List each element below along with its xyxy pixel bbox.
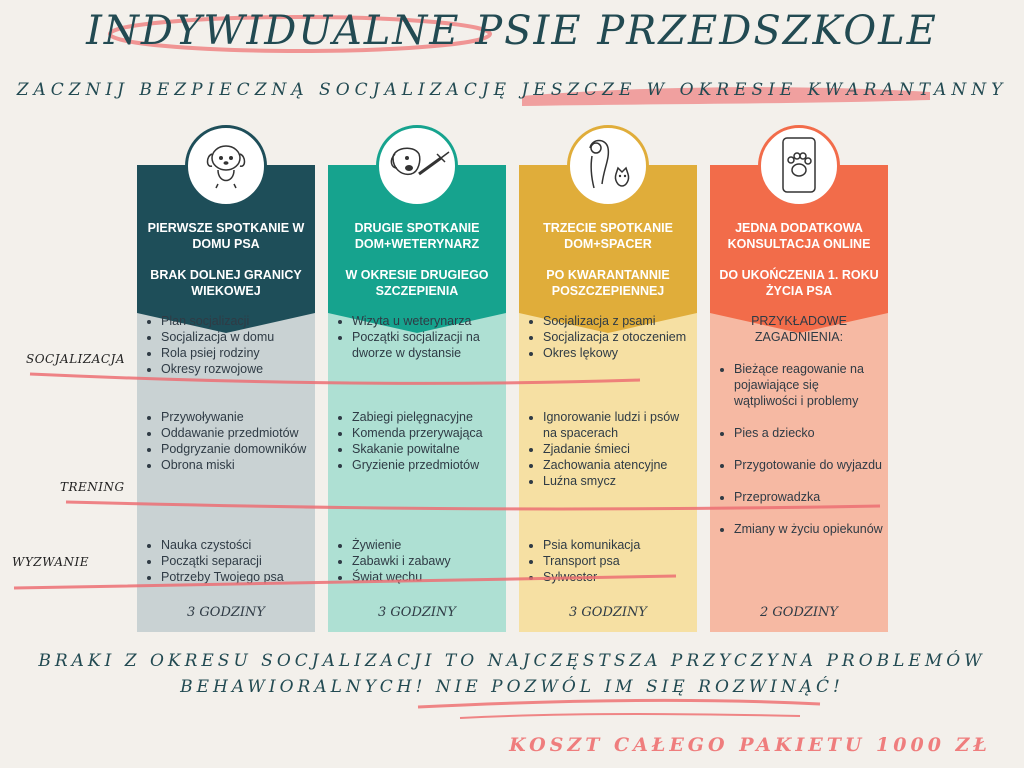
- bottom-message-line-1: BRAKI Z OKRESU SOCJALIZACJI TO NAJCZĘSTSZA PRZYCZYNA PROBLEMÓW: [38, 651, 986, 671]
- list-item: • Rola psiej rodziny: [161, 345, 311, 361]
- list-item: • Zachowania atencyjne: [543, 457, 693, 473]
- vaccine-dog-icon: [376, 125, 458, 207]
- list-item: • Luźna smycz: [543, 473, 693, 489]
- list-item: • Podgryzanie domowników: [161, 441, 311, 457]
- card-subheading: DO UKOŃCZENIA 1. ROKU ŻYCIA PSA: [719, 268, 879, 298]
- bottom-underline-1: [418, 700, 820, 707]
- card-third-meeting: [519, 165, 697, 632]
- list-item: • Potrzeby Twojego psa: [161, 569, 311, 585]
- page-subtitle: ZACZNIJ BEZPIECZNĄ SOCJALIZACJĘ JESZCZE W OKRESIE KWARANTANNY: [16, 80, 1008, 100]
- list-socialization: [143, 313, 311, 377]
- list-item: • Zabiegi pielęgnacyjne: [352, 409, 502, 425]
- puppy-icon: [185, 125, 267, 207]
- list-challenge: [334, 537, 502, 585]
- list-item: • Przywoływanie: [161, 409, 311, 425]
- list-item: • Transport psa: [543, 553, 693, 569]
- hours-label: 3 GODZINY: [378, 605, 456, 620]
- card-second-meeting: [328, 165, 506, 632]
- row-label-training: TRENING: [60, 480, 125, 494]
- list-item: • Żywienie: [352, 537, 502, 553]
- list-item: • Pies a dziecko: [734, 425, 884, 441]
- card-heading: PIERWSZE SPOTKANIE W DOMU PSA: [147, 221, 305, 251]
- list-item: • Sylwester: [543, 569, 693, 585]
- list-item: • Przygotowanie do wyjazdu: [734, 457, 884, 473]
- list-item: • Gryzienie przedmiotów: [352, 457, 502, 473]
- list-item: • Socjalizacja z otoczeniem: [543, 329, 693, 345]
- list-item: • Okresy rozwojowe: [161, 361, 311, 377]
- list-item: • Plan socjalizacji: [161, 313, 311, 329]
- list-item: • Świat węchu: [352, 569, 502, 585]
- list-socialization: [525, 313, 693, 361]
- phone-paw-icon: [758, 125, 840, 207]
- row-label-challenge: WYZWANIE: [12, 555, 89, 569]
- list-item: • Obrona miski: [161, 457, 311, 473]
- list-item: • Komenda przerywająca: [352, 425, 502, 441]
- topics-intro: PRZYKŁADOWE ZAGADNIENIA:: [751, 314, 847, 344]
- list-item: • Ignorowanie ludzi i psów na spacerach: [543, 409, 693, 441]
- hours-label: 2 GODZINY: [760, 605, 838, 620]
- list-training: [525, 409, 693, 489]
- card-heading: TRZECIE SPOTKANIE DOM+SPACER: [543, 221, 673, 251]
- hours-label: 3 GODZINY: [187, 605, 265, 620]
- bottom-underline-2: [460, 714, 800, 718]
- card-online-consultation: [710, 165, 888, 632]
- list-item: • Wizyta u weterynarza: [352, 313, 502, 329]
- list-item: • Zjadanie śmieci: [543, 441, 693, 457]
- bottom-message: [0, 648, 1024, 700]
- hours-label: 3 GODZINY: [569, 605, 647, 620]
- card-subheading: PO KWARANTANNIE POSZCZEPIENNEJ: [546, 268, 670, 298]
- list-item: • Okres lękowy: [543, 345, 693, 361]
- list-item: • Psia komunikacja: [543, 537, 693, 553]
- list-training: [143, 409, 311, 473]
- list-item: • Zmiany w życiu opiekunów: [734, 521, 884, 537]
- list-item: • Początki separacji: [161, 553, 311, 569]
- bottom-message-line-2: BEHAWIORALNYCH! NIE POZWÓL IM SIĘ ROZWINĄĆ!: [180, 677, 844, 697]
- card-subheading: BRAK DOLNEJ GRANICY WIEKOWEJ: [150, 268, 302, 298]
- list-item: • Nauka czystości: [161, 537, 311, 553]
- topics-list: [716, 361, 884, 537]
- list-training: [334, 409, 502, 473]
- card-subheading: W OKRESIE DRUGIEGO SZCZEPIENIA: [345, 268, 489, 298]
- card-heading: JEDNA DODATKOWA KONSULTACJA ONLINE: [727, 221, 871, 251]
- list-item: • Bieżące reagowanie na pojawiające się wątpliwości i problemy: [734, 361, 884, 409]
- dog-and-cat-icon: [567, 125, 649, 207]
- list-item: • Socjalizacja z psami: [543, 313, 693, 329]
- list-item: • Oddawanie przedmiotów: [161, 425, 311, 441]
- list-challenge: [143, 537, 311, 585]
- list-item: • Przeprowadzka: [734, 489, 884, 505]
- card-first-meeting: [137, 165, 315, 632]
- page-title: INDYWIDUALNE PSIE PRZEDSZKOLE: [86, 8, 938, 54]
- list-item: • Początki socjalizacji na dworze w dystansie: [352, 329, 502, 361]
- package-price: KOSZT CAŁEGO PAKIETU 1000 ZŁ: [509, 734, 991, 756]
- list-item: • Socjalizacja w domu: [161, 329, 311, 345]
- list-socialization: [334, 313, 502, 361]
- row-label-socialization: SOCJALIZACJA: [26, 352, 126, 366]
- list-challenge: [525, 537, 693, 585]
- list-item: • Skakanie powitalne: [352, 441, 502, 457]
- list-item: • Zabawki i zabawy: [352, 553, 502, 569]
- card-heading: DRUGIE SPOTKANIE DOM+WETERYNARZ: [354, 221, 480, 251]
